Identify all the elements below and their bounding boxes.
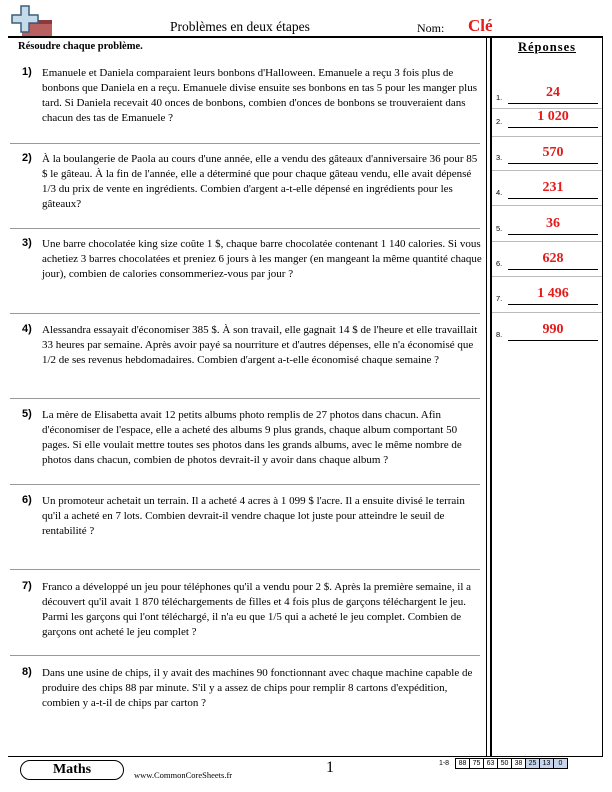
answer-line: [508, 340, 598, 341]
score-cell: 75: [469, 758, 484, 769]
column-divider: [490, 38, 492, 756]
problem-text: À la boulangerie de Paola au cours d'une année, elle a vendu des gâteaux d'anniversaire 36 pour 85 $ le gâteau. À la fin de l'année, elle a déterminé que pour chaque gâteau vendu, elle avait dépensé 1/3 du prix de vente en ingrédients. Combien d'argent a-t-elle dépensé en ingrédients pour les gâteaux?: [42, 153, 478, 210]
answer-value: 36: [546, 216, 560, 231]
problem-number: 4): [22, 323, 32, 335]
score-cell: 25: [525, 758, 540, 769]
answer-value: 231: [542, 180, 564, 195]
problem-divider: [10, 313, 480, 314]
header-rule: [8, 36, 603, 38]
site-url: www.CommonCoreSheets.fr: [134, 770, 233, 780]
answer-row-7: [496, 269, 600, 305]
name-value: Clé: [468, 16, 493, 35]
score-table: [432, 758, 568, 769]
problem-divider: [10, 569, 480, 570]
problem-text: Alessandra essayait d'économiser 385 $. À son travail, elle gagnait 14 $ de l'heure et elle travaillait 33 heures par semaine. Après avoir payé sa nourriture et d'autres dépenses, elle n'a économisé que 1/2 de ses revenus hebdomadaires. Combien d'argent a-t-elle économisé chaque semaine ?: [42, 324, 478, 366]
answer-row-3: [496, 128, 600, 164]
answer-number: 4.: [496, 188, 503, 197]
answer-value: 628: [542, 251, 564, 266]
problem-divider: [10, 484, 480, 485]
answer-value: 570: [542, 145, 564, 160]
score-cell: 63: [483, 758, 498, 769]
score-label: 1-8: [438, 760, 450, 767]
answer-value: 24: [546, 85, 560, 100]
answer-number: 1.: [496, 93, 503, 102]
answer-row-2: [496, 92, 600, 128]
problem-divider: [10, 143, 480, 144]
problem-text: La mère de Elisabetta avait 12 petits albums photo remplis de 27 photos dans chacun. Afin d'économiser de l'espace, elle a acheté des albums 9 plus grands, chaque album comportant 50 pages. Si elle voulait mettre toutes ses photos dans les grands albums, avec le même nombre de photos dans chacun, combien de photos devrait-il y avoir dans chaque album ?: [42, 409, 462, 466]
score-cell: 38: [511, 758, 526, 769]
column-divider: [486, 38, 487, 756]
problem-number: 6): [22, 494, 32, 506]
answer-number: 8.: [496, 330, 503, 339]
footer-rule: [8, 756, 603, 757]
answer-value: 1 496: [537, 286, 569, 301]
answer-row-4: [496, 163, 600, 199]
problem-divider: [10, 228, 480, 229]
problem-number: 1): [22, 66, 32, 78]
answer-value: 1 020: [537, 109, 569, 124]
problem-text: Une barre chocolatée king size coûte 1 $, chaque barre chocolatée contenant 1 140 calories. Si vous achetiez 3 barres chocolatées et preniez 6 jours à les manger (en mangeant la même quantité chaque jour), combien de calories consommeriez-vous par jour ?: [42, 238, 482, 280]
page-title: Problèmes en deux étapes: [170, 19, 310, 34]
answer-number: 3.: [496, 153, 503, 162]
answer-row-8: [496, 305, 600, 341]
answer-number: 7.: [496, 294, 503, 303]
problem-number: 8): [22, 666, 32, 678]
problem-text: Dans une usine de chips, il y avait des machines 90 fonctionnant avec chaque machine capable de produire des chips 88 par minute. S'il y a assez de chips pour remplir 8 cartons d'expédition, combien y a-t-il de chips par carton ?: [42, 667, 473, 709]
answers-title: Réponses: [517, 40, 576, 54]
problem-number: 7): [22, 580, 32, 592]
answer-row-6: [496, 234, 600, 270]
score-cell: 13: [539, 758, 554, 769]
subject-badge: Maths: [20, 760, 124, 780]
problem-text: Franco a développé un jeu pour téléphones qu'il a vendu pour 2 $. Après la première semaine, il a découvert qu'il avait 1 870 téléchargements de filles et 4 fois plus de garçons téléchargent le jeu. Parmi les garçons qui l'ont téléchargé, il n'a eu que 1/5 qui a acheté le jeu complet. Combien de garçons ont acheté le jeu complet ?: [42, 581, 472, 638]
problem-divider: [10, 398, 480, 399]
problem-divider: [10, 655, 480, 656]
answer-value: 990: [542, 322, 564, 337]
column-divider: [602, 38, 603, 756]
name-label: Nom:: [417, 21, 445, 35]
problem-number: 3): [22, 237, 32, 249]
score-cell: 88: [455, 758, 470, 769]
score-cell: 50: [497, 758, 512, 769]
problem-text: Un promoteur achetait un terrain. Il a acheté 4 acres à 1 099 $ l'acre. Il a ensuite divisé le terrain qu'il a acheté en 7 lots. Combien devrait-il vendre chaque lot juste pour atteindre le seuil de rentabilité ?: [42, 495, 465, 537]
answer-number: 2.: [496, 117, 503, 126]
answer-number: 5.: [496, 224, 503, 233]
page-number: 1: [326, 759, 334, 776]
problem-text: Emanuele et Daniela comparaient leurs bonbons d'Halloween. Emanuele a reçu 3 fois plus de bonbons que Daniela en a reçu. Emanuele divise ensuite ses bonbons en tas 5 pour les manger plus tard. Si Daniela recevait 40 onces de bonbons, combien d'onces de bonbons se trouveraient dans chacun des tas de Emanuele ?: [42, 67, 477, 124]
problem-number: 5): [22, 408, 32, 420]
instructions: Résoudre chaque problème.: [18, 41, 143, 52]
answer-row-5: [496, 199, 600, 235]
problem-number: 2): [22, 152, 32, 164]
score-cell: 0: [553, 758, 568, 769]
plus-logo-icon: [8, 4, 54, 38]
answer-number: 6.: [496, 259, 503, 268]
